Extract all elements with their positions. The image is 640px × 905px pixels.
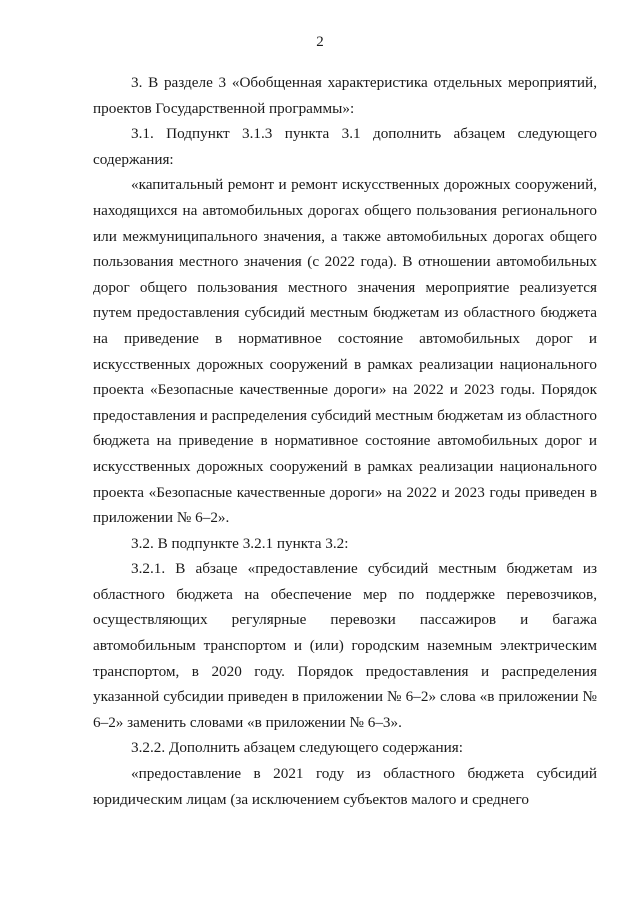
paragraph-quote-subsidies-2021: «предоставление в 2021 году из областного бюджета субсидий юридическим лицам (за исключением субъектов малого и среднего [93, 765, 597, 808]
paragraph-section-3: 3. В разделе 3 «Обобщенная характеристика отдельных мероприятий, проектов Государственной программы»: [93, 74, 597, 117]
page-number: 2 [316, 34, 324, 50]
paragraph-3-2-1: 3.2.1. В абзаце «предоставление субсидий местным бюджетам из областного бюджета на обеспечение мер по поддержке перевозчиков, осуществляющих регулярные перевозки пассажиров и багажа автомобильным транспортом и (или) городским наземным электрическим транспортом, в 2020 году. Порядок предоставления и распределения указанной субсидии приведен в приложении № 6–2» слова «в приложении № 6–2» заменить словами «в приложении № 6–3». [93, 560, 597, 731]
paragraph-3-2-2: 3.2.2. Дополнить абзацем следующего содержания: [131, 739, 463, 757]
document-body [93, 70, 597, 812]
paragraph-3-2: 3.2. В подпункте 3.2.1 пункта 3.2: [131, 534, 349, 552]
paragraph-3-1: 3.1. Подпункт 3.1.3 пункта 3.1 дополнить абзацем следующего содержания: [93, 125, 597, 168]
paragraph-quote-capital-repair: «капитальный ремонт и ремонт искусственных дорожных сооружений, находящихся на автомобильных дорогах общего пользования регионального или межмуниципального значения, а также автомобильных дорогах общего пользования местного значения (с 2022 года). В отношении автомобильных дорог общего пользования местного значения мероприятие реализуется путем предоставления субсидий местным бюджетам из областного бюджета на приведение в нормативное состояние автомобильных дорог и искусственных дорожных сооружений в рамках реализации национального проекта «Безопасные качественные дороги» на 2022 и 2023 годы. Порядок предоставления и распределения субсидий местным бюджетам из областного бюджета на приведение в нормативное состояние автомобильных дорог и искусственных дорожных сооружений в рамках реализации национального проекта «Безопасные качественные дороги» на 2022 и 2023 годы приведен в приложении № 6–2». [93, 176, 597, 527]
